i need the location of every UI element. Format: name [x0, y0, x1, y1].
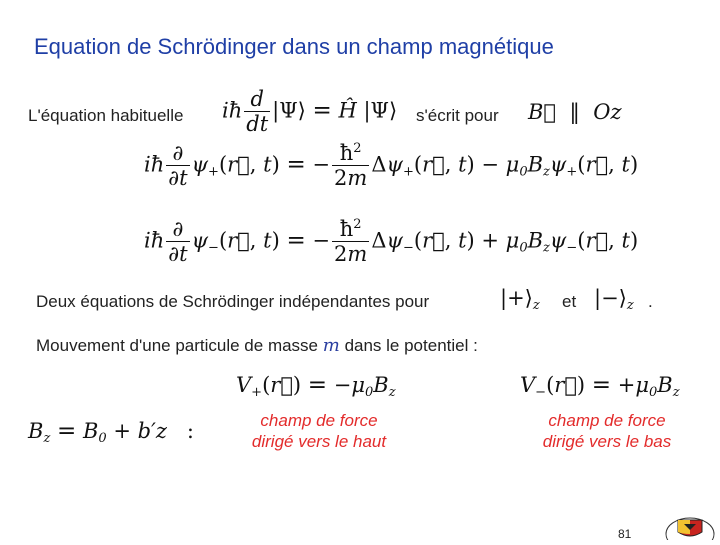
field-direction-condition: B⃗ ‖ Oz [528, 100, 622, 124]
writes-for-label: s'écrit pour [416, 106, 499, 125]
usual-schrodinger-equation: iħ $\frac{d}{dt}$ |Ψ⟩ = Ĥ |Ψ⟩ [222, 87, 398, 137]
motion-text-after: dans le potentiel : [344, 336, 478, 355]
force-down-note [522, 410, 692, 453]
slide-title: Equation de Schrödinger dans un champ magnétique [34, 34, 554, 59]
page-number: 81 [618, 527, 632, 541]
usual-equation-label: L'équation habituelle [28, 106, 184, 125]
mass-variable: m [322, 335, 340, 356]
independent-equations-text: Deux équations de Schrödinger indépendantes pour [36, 292, 430, 311]
force-up-note-line1: champ de force [260, 411, 378, 430]
force-down-note-line1: champ de force [548, 411, 666, 430]
force-down-note-line2: dirigé vers le bas [542, 432, 672, 452]
sentence-end: . [648, 292, 653, 311]
motion-text [36, 335, 478, 356]
potential-plus: $V_+(r⃗) = -\mu_0B_z$ [236, 372, 396, 400]
equation-psi-minus: iħ $\frac{\partial}{\partial t}$ $\psi_-(r⃗$, t) = − $\frac{ħ^2}{2m}$ $\Delta\psi_-(r⃗$, $t) + \mu_0B_z\psi_-(r⃗$, t) [144, 217, 639, 267]
force-up-note [234, 410, 404, 453]
potential-minus: $V_-(r⃗) = +\mu_0B_z$ [520, 372, 680, 400]
motion-text-before: Mouvement d'une particule de masse [36, 336, 319, 355]
ket-plus-z: $|+⟩_z$ [500, 286, 540, 313]
field-definition: $B_z = B_0 + b'z$ : [28, 418, 195, 446]
university-crest-icon [664, 514, 716, 540]
force-up-note-line2: dirigé vers le haut [251, 432, 387, 452]
equation-psi-plus: iħ $\frac{\partial}{\partial t}$ $\psi_+(r⃗$, t) = − $\frac{ħ^2}{2m}$ $\Delta\psi_+(r⃗$, $t) - \mu_0B_z\psi_+(r⃗$, t) [144, 141, 639, 191]
ket-minus-z: $|-⟩_z$ [594, 286, 634, 313]
and-label: et [562, 292, 577, 311]
